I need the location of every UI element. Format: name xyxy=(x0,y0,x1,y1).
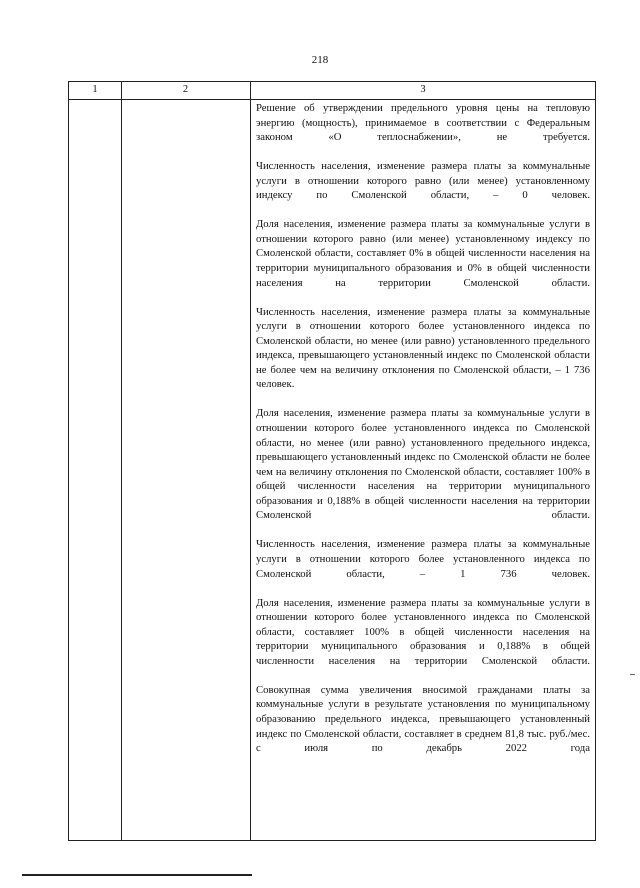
paragraph-price-level: Решение об утверждении предельного уровня цены на тепловую энергию (мощность), принимаемое в соответствии с Федеральным законом «О теплоснабжении», не требуется. xyxy=(256,102,590,144)
page-number: 218 xyxy=(311,54,329,66)
paragraph-population-equal-count: Численность населения, изменение размера платы за коммунальные услуги в отношении которого равно (или менее) установленному индексу по Смоленской области, – 0 человек. xyxy=(256,160,590,202)
paragraph-population-equal-share: Доля населения, изменение размера платы за коммунальные услуги в отношении которого равно (или менее) установленному индексу по Смоленской области, составляет 0% в общей численности населения на территории муниципального образования и 0% в общей численности населения на территории Смоленской области. xyxy=(256,218,590,289)
paragraph-population-above-count: Численность населения, изменение размера платы за коммунальные услуги в отношении которого более установленного индекса по Смоленской области, – 1 736 человек. xyxy=(256,538,590,580)
header-cell-1: 1 xyxy=(92,84,98,95)
header-cell-2: 2 xyxy=(182,84,189,95)
paragraph-population-deviation-count: Численность населения, изменение размера платы за коммунальные услуги в отношении которого более установленного индекса по Смоленской области, но менее (или равно) установленного предельного индекса, превышающего установленный индекс по Смоленской области не более чем на величину отклонения по Смоленской области, – 1 736 человек. xyxy=(256,305,590,391)
table-header-row xyxy=(69,82,595,100)
column-divider-2 xyxy=(250,82,251,840)
paragraph-total-increase: Совокупная сумма увеличения вносимой гражданами платы за коммунальные услуги в результате установления по муниципальному образованию предельного индекса, превышающего установленный индекс по Смоленской области, составляет в среднем 81,8 тыс. руб./мес. с июля по декабрь 2022 года xyxy=(256,683,590,755)
column-3-content xyxy=(256,101,590,770)
header-cell-3: 3 xyxy=(420,84,426,95)
column-divider-1 xyxy=(121,82,122,840)
scan-artifact xyxy=(630,674,635,675)
document-table xyxy=(68,81,596,841)
paragraph-population-deviation-share: Доля населения, изменение размера платы за коммунальные услуги в отношении которого более установленного индекса по Смоленской области, но менее (или равно) установленного предельного индекса, превышающего установленный индекс по Смоленской области не более чем на величину отклонения по Смоленской области, составляет 100% в общей численности населения на территории муниципального образования и 0,188% в общей численности населения на территории Смоленской области. xyxy=(256,407,590,522)
bottom-rule xyxy=(22,874,252,876)
paragraph-population-above-share: Доля населения, изменение размера платы за коммунальные услуги в отношении которого более установленного индекса по Смоленской области, составляет 100% в общей численности населения на территории муниципального образования и 0,188% в общей численности населения на территории Смоленской области. xyxy=(256,596,590,667)
